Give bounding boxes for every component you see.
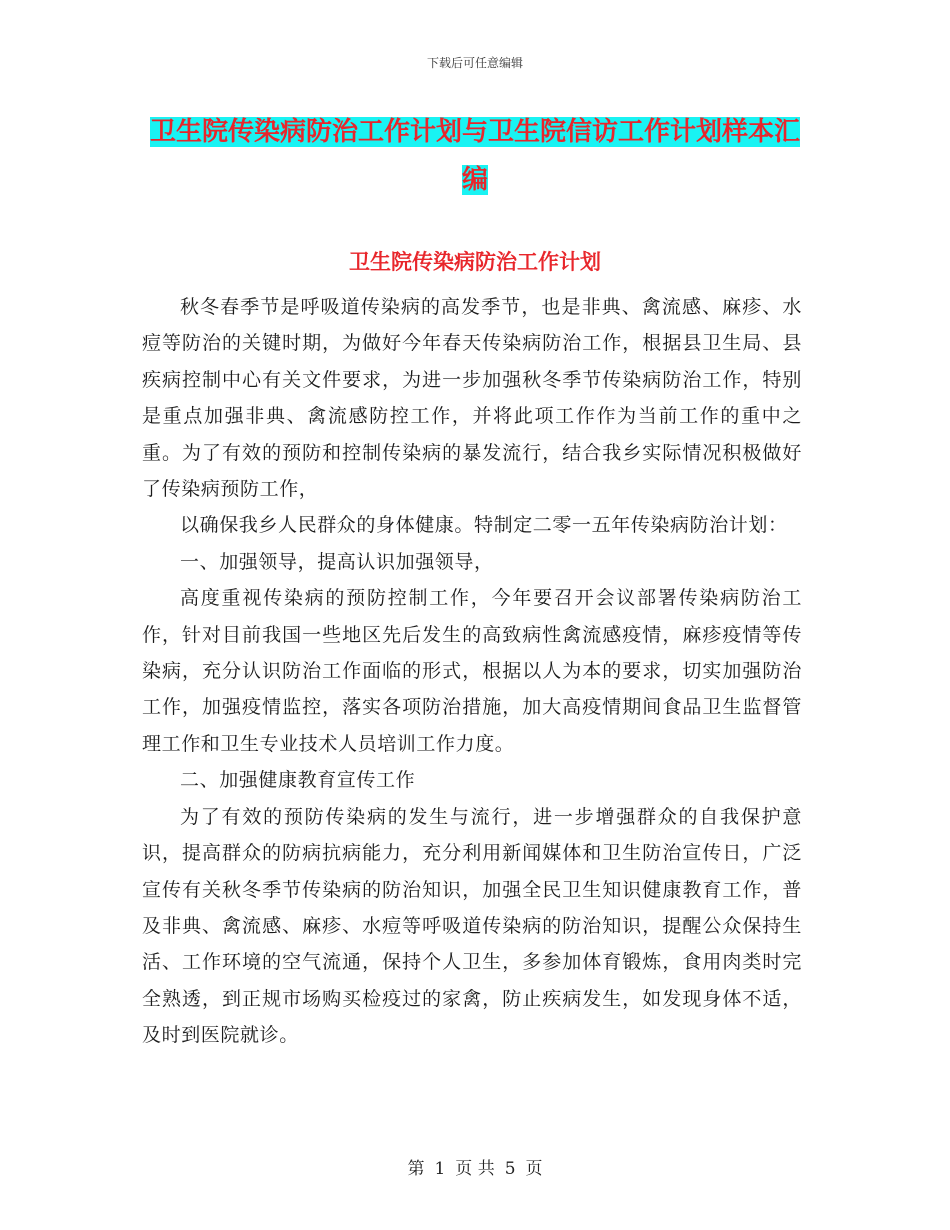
current-page-number: 1 xyxy=(434,1159,446,1179)
paragraph: 高度重视传染病的预防控制工作，今年要召开会议部署传染病防治工作，针对目前我国一些地区先后发生的高致病性禽流感疫情，麻疹疫情等传染病，充分认识防治工作面临的形式，根据以人为本的要求，切实加强防治工作，加强疫情监控，落实各项防治措施，加大高疫情期间食品卫生监督管理工作和卫生专业技术人员培训工作力度。 xyxy=(142,587,802,755)
footer-middle: 页 共 xyxy=(455,1159,495,1179)
paragraph: 以确保我乡人民群众的身体健康。特制定二零一五年传染病防治计划： xyxy=(180,514,788,537)
paragraph-heading: 一、加强领导，提高认识加强领导， xyxy=(180,550,494,573)
document-title xyxy=(140,108,810,204)
paragraph: 秋冬春季节是呼吸道传染病的高发季节，也是非典、禽流感、麻疹、水痘等防治的关键时期，为做好今年春天传染病防治工作，根据县卫生局、县疾病控制中心有关文件要求，为进一步加强秋冬季节传染病防治工作，特别是重点加强非典、禽流感防控工作，并将此项工作作为当前工作的重中之重。为了有效的预防和控制传染病的暴发流行，结合我乡实际情况积极做好了传染病预防工作， xyxy=(142,296,802,501)
paragraph-heading: 二、加强健康教育宣传工作 xyxy=(180,769,416,792)
footer-suffix: 页 xyxy=(525,1159,543,1179)
header-note: 下载后可任意编辑 xyxy=(426,56,523,70)
total-page-number: 5 xyxy=(504,1159,516,1179)
paragraph: 为了有效的预防传染病的发生与流行，进一步增强群众的自我保护意识，提高群众的防病抗病能力，充分利用新闻媒体和卫生防治宣传日，广泛宣传有关秋冬季节传染病的防治知识，加强全民卫生知识健康教育工作，普及非典、禽流感、麻疹、水痘等呼吸道传染病的防治知识，提醒公众保持生活、工作环境的空气流通，保持个人卫生，多参加体育锻炼，食用肉类时完全熟透，到正规市场购买检疫过的家禽，防止疾病发生，如发现身体不适，及时到医院就诊。 xyxy=(142,805,802,1047)
footer-prefix: 第 xyxy=(407,1159,425,1179)
document-body xyxy=(142,289,802,1054)
section-title: 卫生院传染病防治工作计划 xyxy=(349,250,601,274)
page-footer xyxy=(0,1154,950,1179)
document-title-text: 卫生院传染病防治工作计划与卫生院信访工作计划样本汇编 xyxy=(149,117,800,195)
